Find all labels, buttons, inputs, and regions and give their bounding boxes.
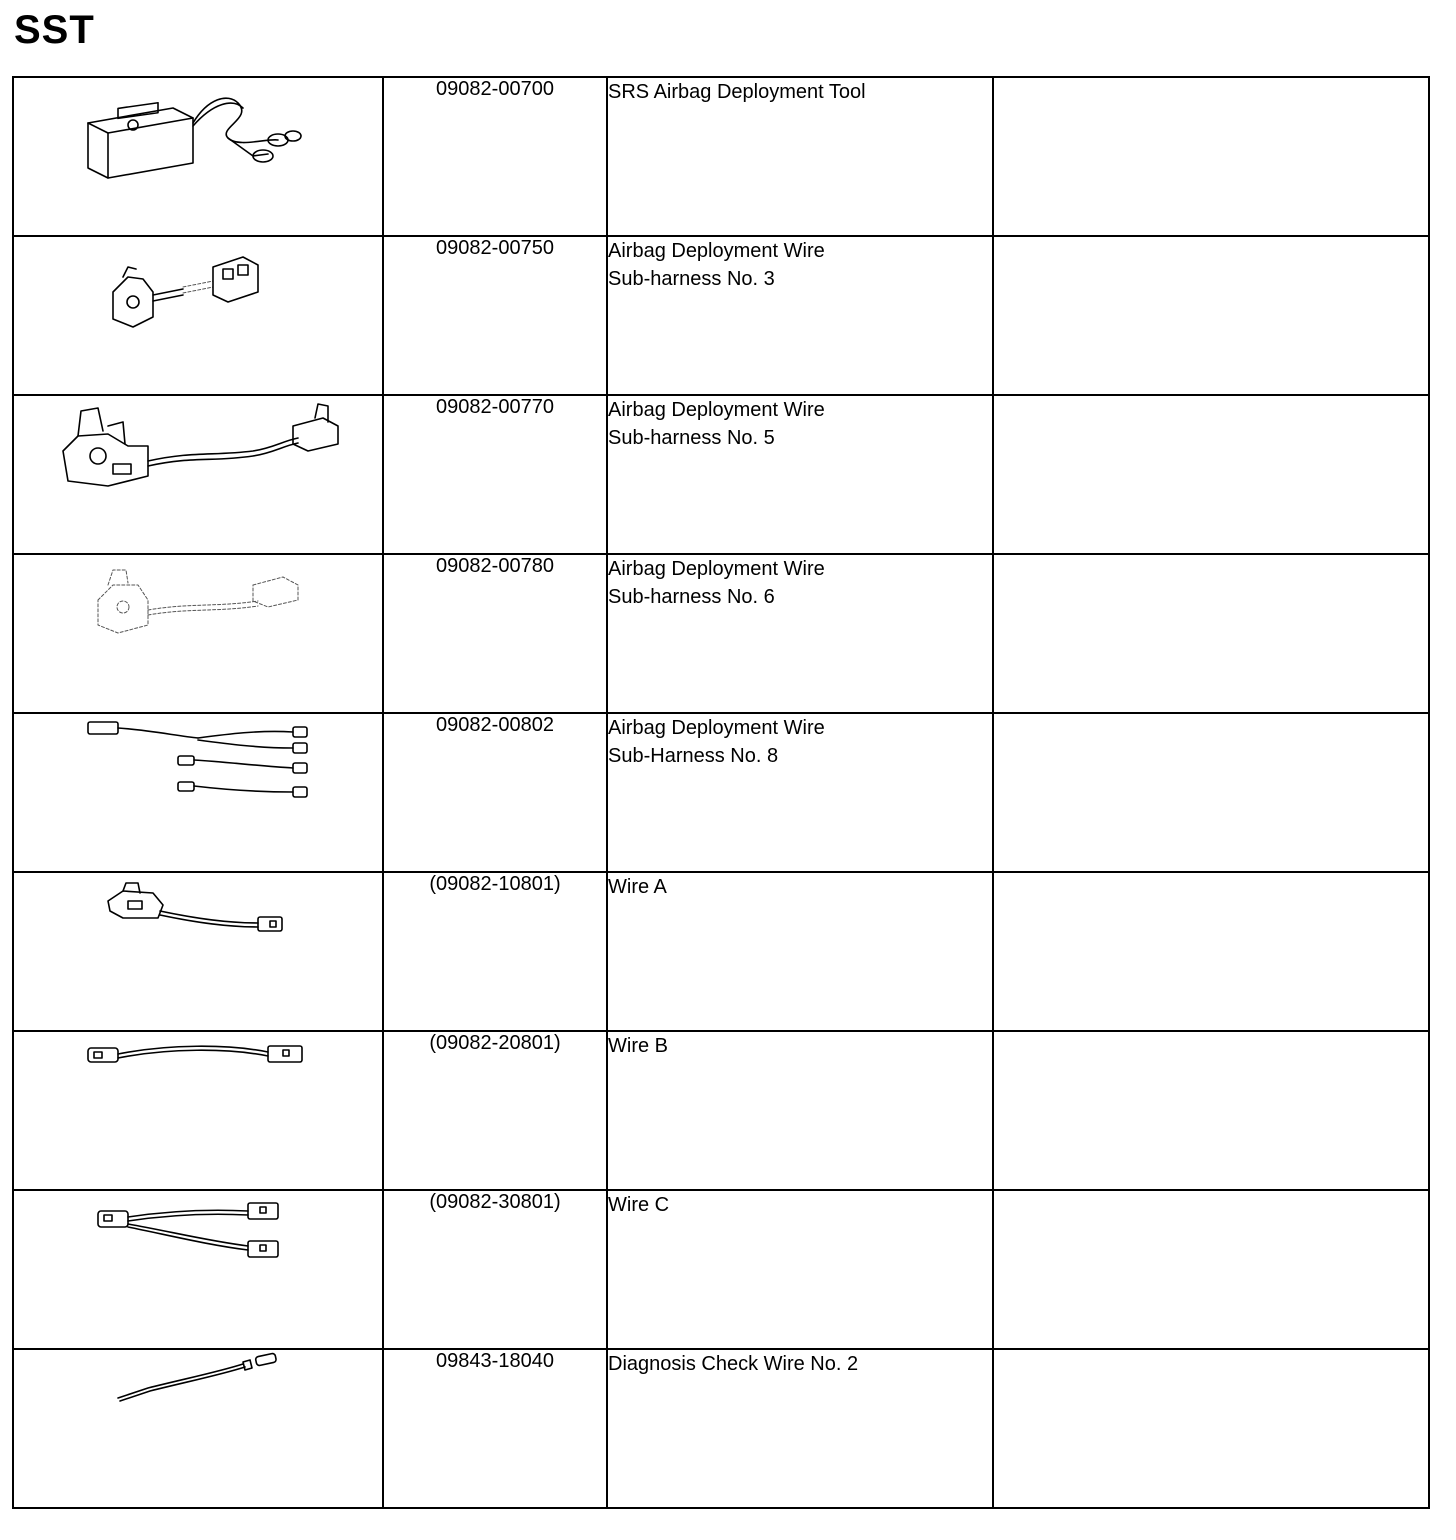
wire-a-icon [98, 873, 298, 953]
part-name-line-1: Airbag Deployment Wire [608, 399, 825, 421]
part-number: 09082-00802 [383, 713, 607, 872]
part-name-line-1: Wire A [608, 876, 667, 898]
note-cell [993, 1349, 1429, 1508]
note-cell [993, 1031, 1429, 1190]
part-name [607, 713, 993, 872]
wire-c-icon [88, 1191, 308, 1281]
note-cell [993, 713, 1429, 872]
part-number: 09082-00770 [383, 395, 607, 554]
part-name-line-2: Sub-harness No. 5 [608, 427, 775, 449]
table-row [13, 395, 1429, 554]
part-name-line-1: Airbag Deployment Wire [608, 240, 825, 262]
part-name [607, 1190, 993, 1349]
wire-b-icon [78, 1032, 318, 1082]
sub-harness-8-icon [78, 714, 318, 824]
part-name-line-1: Diagnosis Check Wire No. 2 [608, 1353, 859, 1375]
note-cell [993, 872, 1429, 1031]
table-row [13, 872, 1429, 1031]
deployment-tool-icon [78, 78, 318, 188]
sub-harness-3-icon [98, 237, 298, 337]
note-cell [993, 1190, 1429, 1349]
part-name-line-2: Sub-Harness No. 8 [608, 745, 779, 767]
diagnosis-check-wire-icon [108, 1350, 288, 1410]
tool-illustration-cell [13, 554, 383, 713]
tool-illustration-cell [13, 1190, 383, 1349]
note-cell [993, 77, 1429, 236]
part-name-line-1: Airbag Deployment Wire [608, 717, 825, 739]
part-number: 09843-18040 [383, 1349, 607, 1508]
table-row [13, 713, 1429, 872]
part-number: 09082-00750 [383, 236, 607, 395]
sub-harness-6-icon [88, 555, 308, 645]
part-name [607, 395, 993, 554]
part-name-line-1: Wire C [608, 1194, 670, 1216]
part-name [607, 554, 993, 713]
sub-harness-5-icon [53, 396, 343, 506]
table-row [13, 1190, 1429, 1349]
note-cell [993, 554, 1429, 713]
part-number: 09082-00700 [383, 77, 607, 236]
part-number: (09082-20801) [383, 1031, 607, 1190]
part-number: (09082-10801) [383, 872, 607, 1031]
tool-illustration-cell [13, 713, 383, 872]
part-name [607, 1031, 993, 1190]
part-name-line-1: Wire B [608, 1035, 668, 1057]
note-cell [993, 395, 1429, 554]
tool-illustration-cell [13, 1349, 383, 1508]
part-name-line-2: Sub-harness No. 6 [608, 586, 775, 608]
part-name [607, 872, 993, 1031]
table-row [13, 1349, 1429, 1508]
table-row [13, 554, 1429, 713]
part-name [607, 1349, 993, 1508]
tool-illustration-cell [13, 236, 383, 395]
table-row [13, 1031, 1429, 1190]
part-number: 09082-00780 [383, 554, 607, 713]
part-name-line-1: Airbag Deployment Wire [608, 558, 825, 580]
note-cell [993, 236, 1429, 395]
tool-illustration-cell [13, 1031, 383, 1190]
table-row [13, 77, 1429, 236]
tool-illustration-cell [13, 395, 383, 554]
tool-illustration-cell [13, 77, 383, 236]
sst-table [12, 76, 1430, 1509]
part-name [607, 77, 993, 236]
page-title: SST [14, 8, 95, 52]
part-name [607, 236, 993, 395]
part-name-line-2: Sub-harness No. 3 [608, 268, 775, 290]
part-name-line-1: SRS Airbag Deployment Tool [608, 81, 866, 103]
table-row [13, 236, 1429, 395]
tool-illustration-cell [13, 872, 383, 1031]
part-number: (09082-30801) [383, 1190, 607, 1349]
